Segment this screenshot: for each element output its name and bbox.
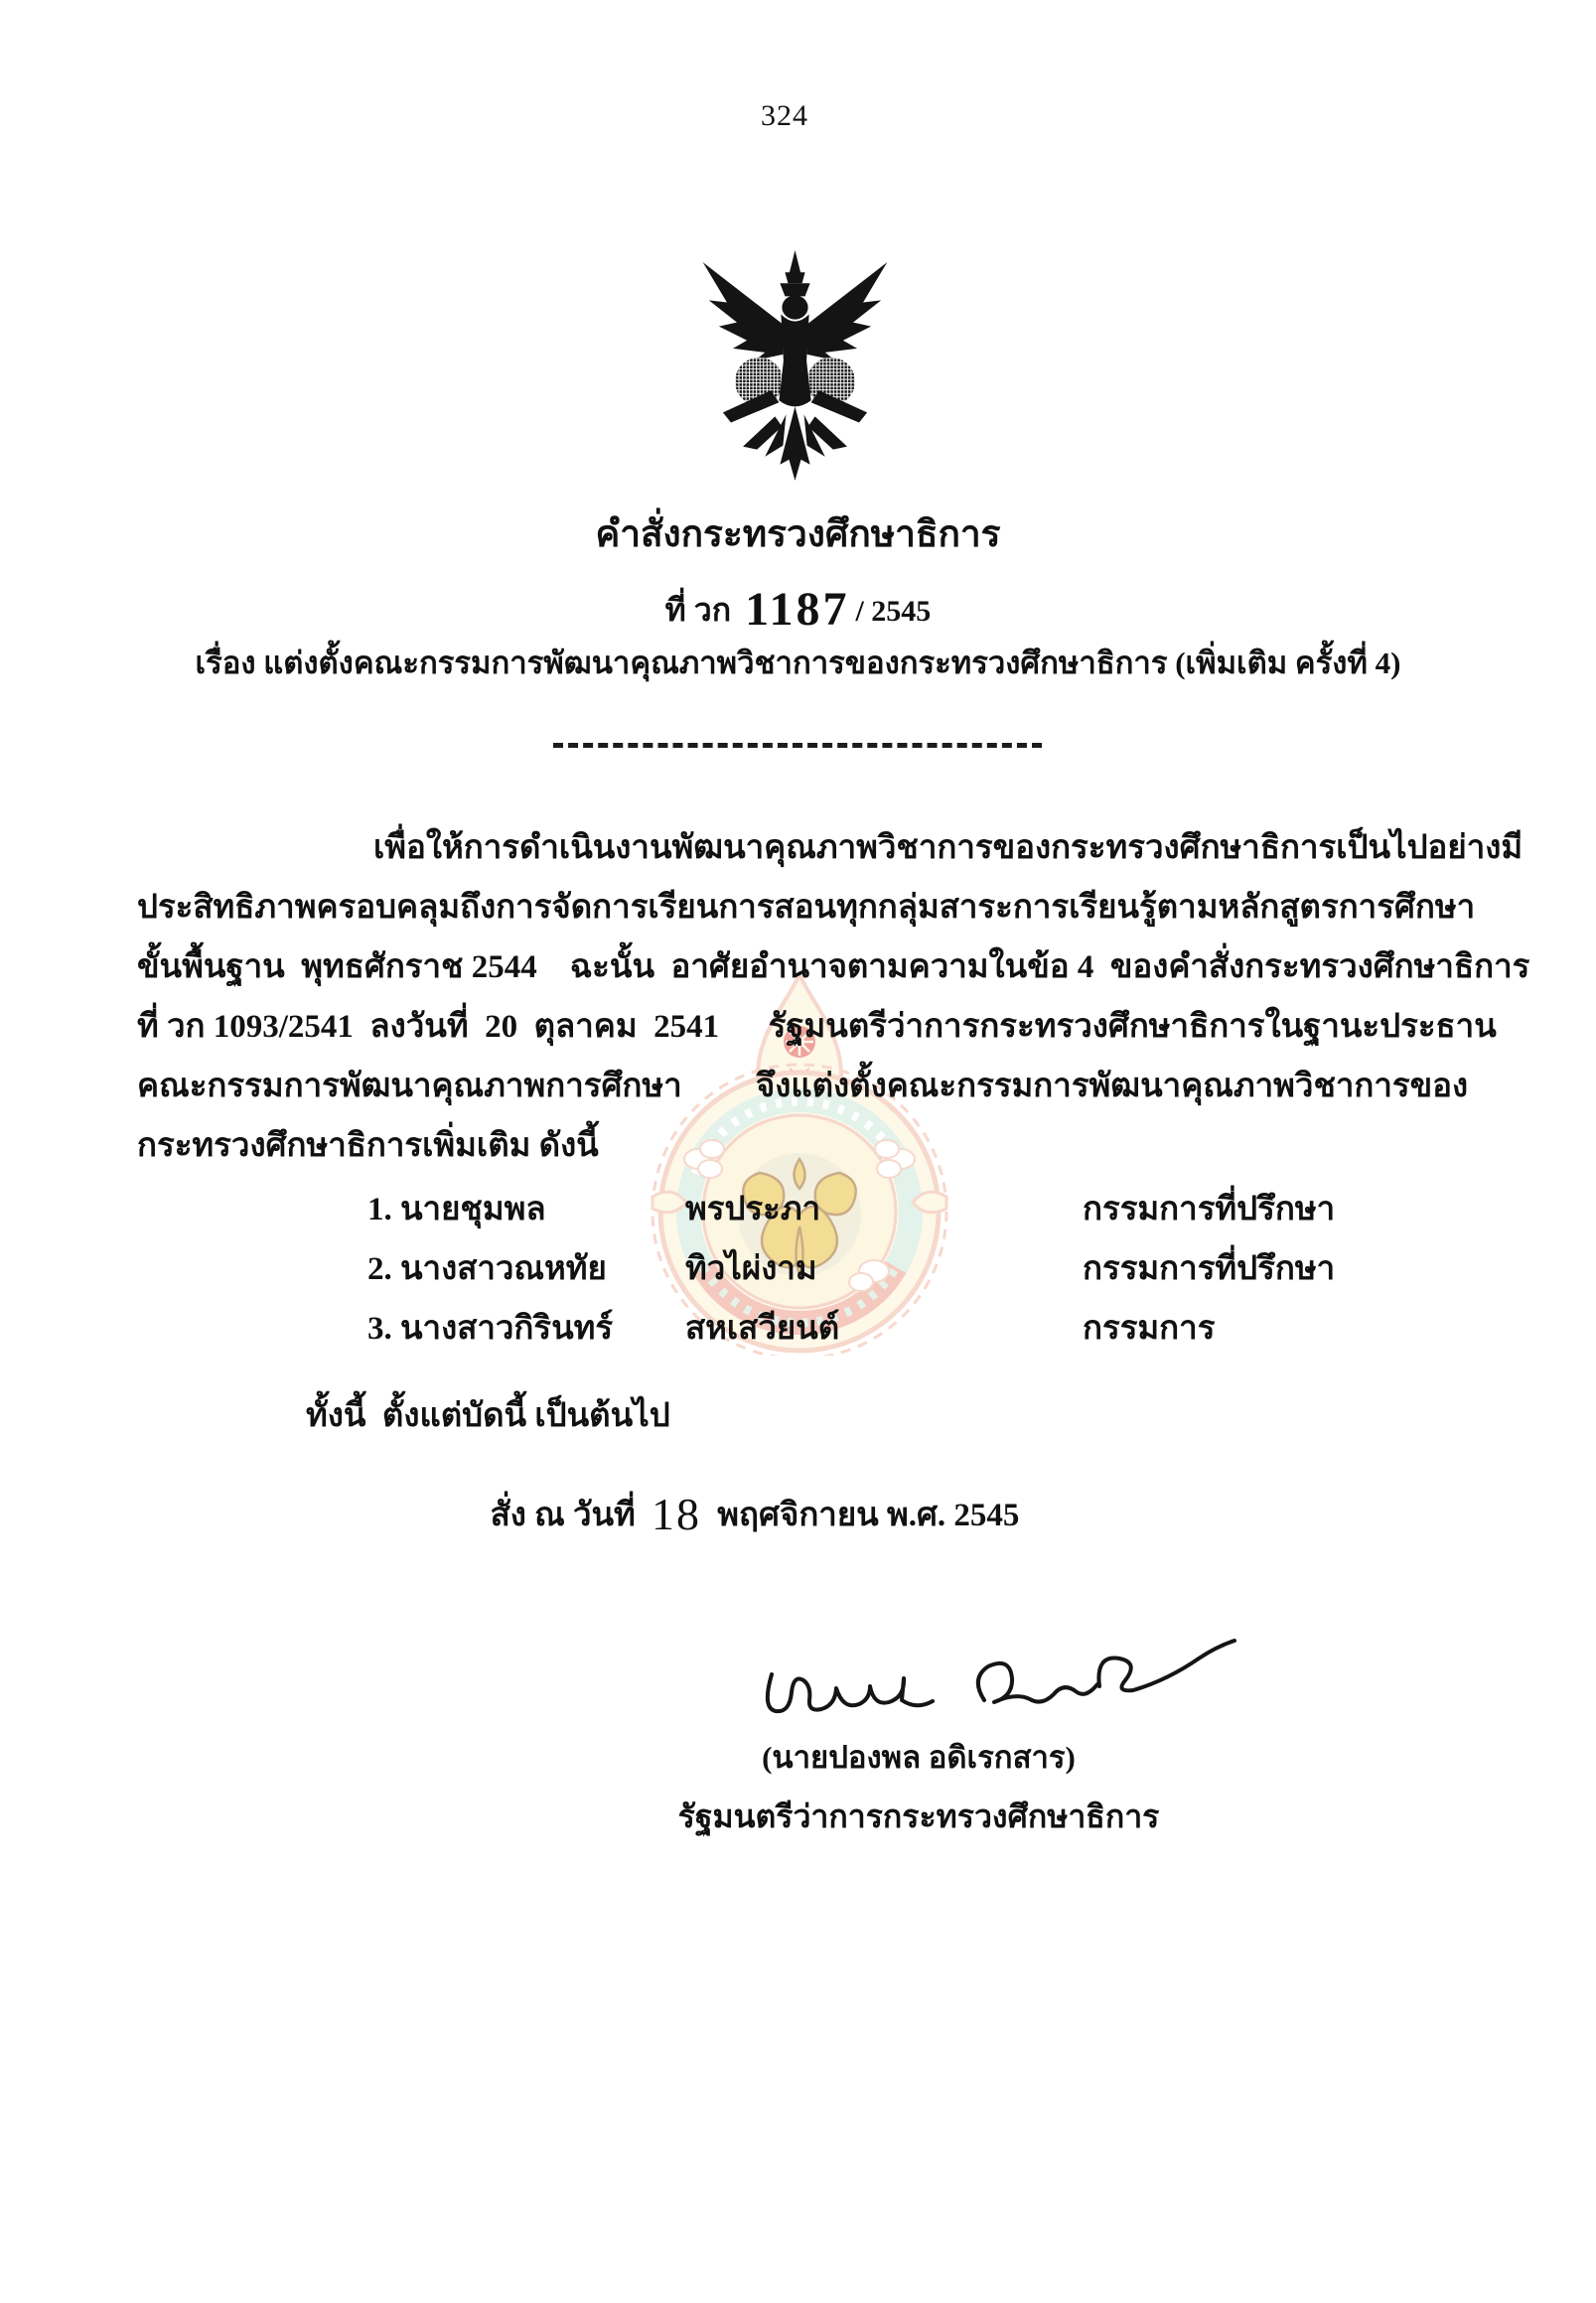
- body-line: ที่ วก 1093/2541 ลงวันที่ 20 ตุลาคม 2541 รัฐมนตรีว่าการกระทรวงศึกษาธิการในฐานะประธาน: [137, 1009, 1497, 1045]
- committee-member-surname: ทิวไผ่งาม: [685, 1251, 817, 1287]
- order-date-rest: พฤศจิกายน พ.ศ. 2545: [717, 1498, 1020, 1533]
- signature-scribble: [750, 1617, 1246, 1736]
- committee-list: [367, 1182, 1460, 1361]
- committee-member-name: 1. นายชุมพล: [367, 1192, 546, 1227]
- document-subject: เรื่อง แต่งตั้งคณะกรรมการพัฒนาคุณภาพวิชาการของกระทรวงศึกษาธิการ (เพิ่มเติม ครั้งที่ 4): [195, 646, 1401, 680]
- dashed-divider: [553, 743, 1042, 748]
- document-number-prefix: ที่ วก: [664, 592, 732, 628]
- body-line: เพื่อให้การดำเนินงานพัฒนาคุณภาพวิชาการของกระทรวงศึกษาธิการเป็นไปอย่างมี: [373, 830, 1523, 866]
- document-number: [0, 582, 1596, 637]
- document-number-value: 1187: [745, 583, 850, 636]
- body-line: กระทรวงศึกษาธิการเพิ่มเติม ดังนี้: [137, 1128, 599, 1164]
- order-date-line: [417, 1488, 1092, 1540]
- committee-row: [367, 1301, 1460, 1361]
- committee-member-name: 3. นางสาวกิรินทร์: [367, 1311, 614, 1347]
- committee-member-role: กรรมการ: [1083, 1311, 1216, 1347]
- document-number-year: / 2545: [855, 595, 932, 628]
- committee-member-role: กรรมการที่ปรึกษา: [1083, 1251, 1336, 1287]
- committee-member-name: 2. นางสาวณหทัย: [367, 1251, 607, 1287]
- order-date-prefix: สั่ง ณ วันที่: [490, 1498, 636, 1533]
- page-number: 324: [761, 99, 808, 132]
- committee-row: [367, 1182, 1460, 1241]
- body-line: คณะกรรมการพัฒนาคุณภาพการศึกษา จึงแต่งตั้งคณะกรรมการพัฒนาคุณภาพวิชาการของ: [137, 1069, 1469, 1104]
- effective-clause: ทั้งนี้ ตั้งแต่บัดนี้ เป็นต้นไป: [306, 1398, 670, 1434]
- signatory-title: รัฐมนตรีว่าการกระทรวงศึกษาธิการ: [677, 1799, 1160, 1834]
- committee-member-surname: พรประภา: [685, 1192, 821, 1227]
- body-line: ขั้นพื้นฐาน พุทธศักราช 2544 ฉะนั้น อาศัยอำนาจตามความในข้อ 4 ของคำสั่งกระทรวงศึกษาธิการ: [137, 949, 1530, 985]
- order-body-paragraph: [137, 818, 1530, 1176]
- committee-member-role: กรรมการที่ปรึกษา: [1083, 1192, 1336, 1227]
- document-title: คำสั่งกระทรวงศึกษาธิการ: [595, 514, 1001, 555]
- committee-row: [367, 1241, 1460, 1301]
- signatory-name: (นายปองพล อดิเรกสาร): [762, 1740, 1076, 1775]
- committee-member-surname: สหเสวียนต์: [685, 1311, 840, 1347]
- body-line: ประสิทธิภาพครอบคลุมถึงการจัดการเรียนการสอนทุกกลุ่มสาระการเรียนรู้ตามหลักสูตรการศึกษา: [137, 890, 1476, 926]
- order-date-day: 18: [652, 1489, 702, 1539]
- garuda-emblem-icon: [683, 248, 907, 489]
